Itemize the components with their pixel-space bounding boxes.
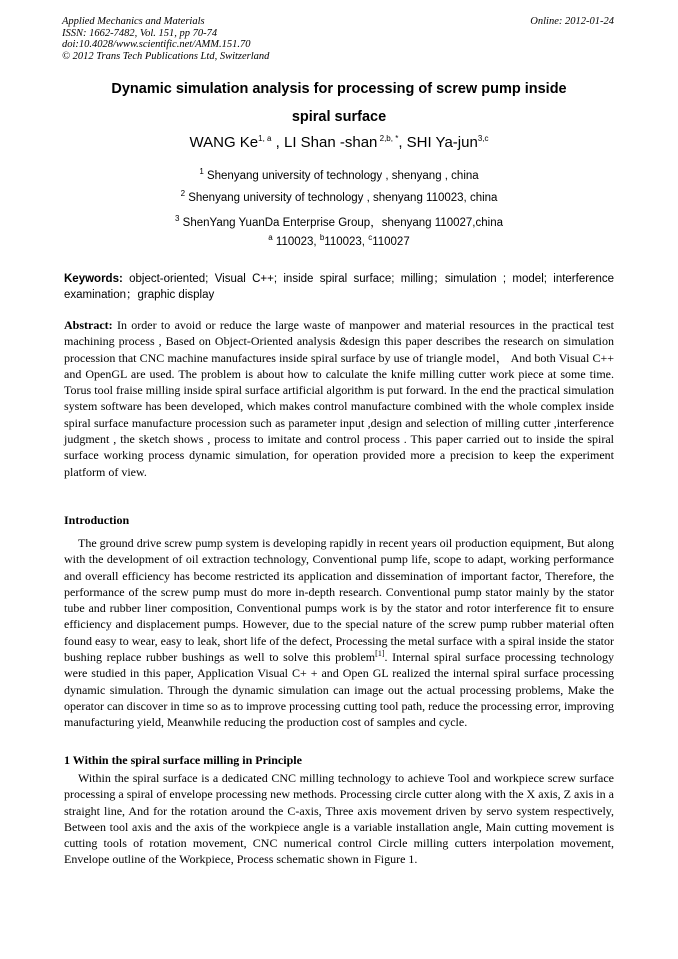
introduction-paragraph [64, 535, 614, 731]
journal-name: Applied Mechanics and Materials [62, 16, 205, 27]
online-date: Online: 2012-01-24 [530, 16, 614, 27]
affiliation-text: Shenyang university of technology , shenyang , china [203, 170, 479, 182]
email-mark: a [268, 233, 273, 242]
author-list [70, 134, 608, 151]
abstract [64, 317, 614, 480]
affiliation-mark: 3 [175, 214, 180, 223]
doi-line: doi:10.4028/www.scientific.net/AMM.151.70 [62, 39, 251, 50]
author-separator: , [271, 134, 284, 151]
copyright-line: © 2012 Trans Tech Publications Ltd, Switzerland [62, 50, 270, 62]
introduction-text: . Internal spiral surface processing technology were studied in this paper, Application Visual C+ + and Open GL realized the internal spiral surface processing dynamic simulation. Through the dynamic simulation can image out the actual processing problems, Make the operator can discover in time so as to improve processing cutting tool path, reduce the processing error, improving manufacturing yield, Meanwhile reducing the production cost of samples and cycle. [64, 650, 614, 730]
author-name: LI Shan -shan [284, 134, 378, 151]
affiliation-mark: 1 [199, 167, 204, 176]
introduction-heading: Introduction [64, 513, 130, 527]
section-1-paragraph: Within the spiral surface is a dedicated CNC milling technology to achieve Tool and workpiece screw surface processing a spiral of envelope processing new methods. Processing circle cutter along with the X axis, Z axis in a straight line, And for the rotation around the C-axis, Three axis movement driven by servo system respectively, Between tool axis and the axis of the workpiece angle is a variable installation angle, Main cutting movement is cutting tools of rotation movement, CNC numerical control Circle milling cutters interpolation movement, Envelope outline of the Workpiece, Process schematic shown in Figure 1. [64, 771, 614, 867]
email-text: 110027 [372, 236, 410, 248]
keywords-label: Keywords: [64, 273, 123, 285]
author-affil-mark: 2,b, * [377, 134, 399, 143]
affiliation-3 [70, 214, 608, 230]
email-mark: b [319, 233, 325, 242]
abstract-text: In order to avoid or reduce the large waste of manpower and material resources in the practical test machining process , Based on Object-Oriented analysis &design this paper describes the research on simulation procession that CNC machine manufactures inside spiral surface by use of triangle model， And both Visual C++ and OpenGL are used. The problem is about how to calculate the knife milling cutter work piece at some time. Torus tool fraise milling inside spiral surface artificial algorithm is put forward. In the end the practical simulation system software has been developed, which makes control manufacture combined with the whole complex inside spiral surface manufacture procession such as parameter input ,design and selection of milling cutter ,interference judgment , the sketch shows , process to imitate and control process . This paper carried out to inside the spiral surface working process dynamic simulation, for operation provided more a precision to keep the experiment platform of view. [64, 318, 614, 479]
affiliation-text: ShenYang YuanDa Enterprise Group，shenyang 110027,china [179, 217, 503, 229]
keywords-text: object-oriented; Visual C++; inside spiral surface; milling；simulation ; model; interference examination；graphic display [64, 273, 614, 301]
email-mark: c [368, 233, 373, 242]
author-affil-mark: 1, a [258, 134, 272, 143]
email-text: 110023, [272, 236, 320, 248]
affiliation-text: Shenyang university of technology , shenyang 110023, china [185, 192, 498, 204]
affiliation-2 [70, 189, 608, 204]
section-1-heading: 1 Within the spiral surface milling in Principle [64, 753, 302, 767]
email-text: 110023, [324, 236, 369, 248]
paper-title-line-2: spiral surface [291, 109, 387, 125]
affiliation-mark: 2 [180, 189, 186, 198]
introduction-text: The ground drive screw pump system is developing rapidly in recent years oil production equipment, But along with the development of oil extraction technology, Conventional pump life, scope to adapt, working performance and overall efficiency has become restricted its application and dissemination of important factor, Therefore, the performance of the screw pump must do more in-depth research. Conventional pump stator mainly by the stator tube and rubber liner composition, Conventional pumps work is by the stator and rotor interference fit to ensure efficiency and displacement pumps. However, due to the special nature of the screw pump rubber material often found easy to wear, easy to leak, short life of the defect, Processing the metal surface with a spiral inside the stator bushing replace rubber bushings as well to solve this problem [64, 536, 614, 665]
abstract-label: Abstract: [64, 318, 113, 332]
journal-header [62, 16, 269, 62]
author-name: WANG Ke [189, 134, 259, 151]
author-name: SHI Ya-jun [406, 134, 478, 151]
citation-ref: [1] [375, 649, 385, 659]
author-affil-mark: 3,c [477, 134, 489, 143]
keywords [64, 271, 614, 303]
author-separator: , [398, 134, 407, 151]
paper-title-line-1: Dynamic simulation analysis for processing of screw pump inside [111, 81, 567, 97]
affiliation-1 [70, 167, 608, 182]
issn-line: ISSN: 1662-7482, Vol. 151, pp 70-74 [62, 27, 218, 39]
email-codes [70, 233, 608, 248]
